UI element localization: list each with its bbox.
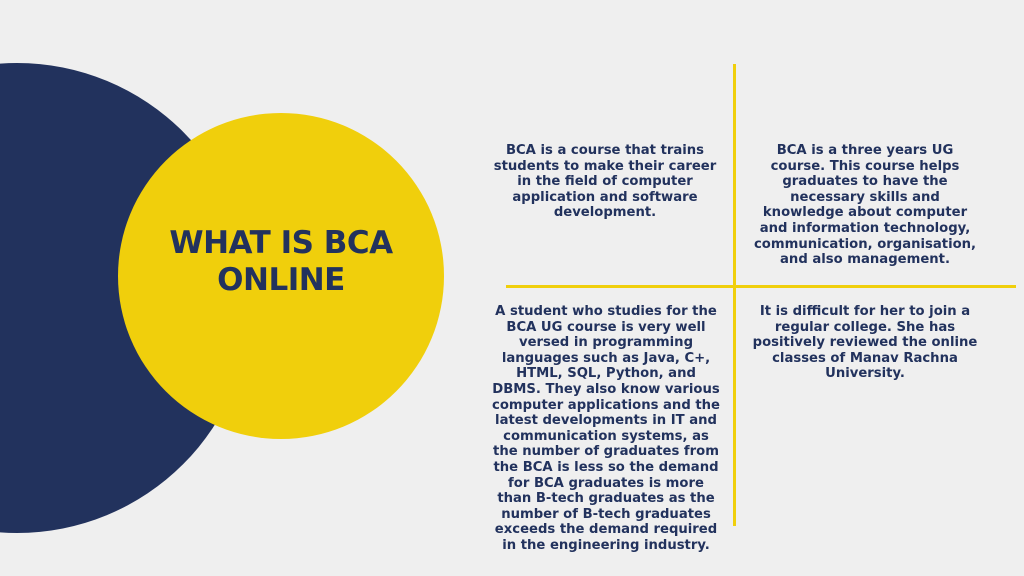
slide-title-line-2: ONLINE — [217, 262, 345, 298]
slide-title-line-1: WHAT IS BCA — [169, 225, 393, 261]
text-block-bottom-right: It is difficult for her to join a regular college. She has positively reviewed the online classes of Manav Rachna University. — [752, 304, 978, 382]
text-block-top-left: BCA is a course that trains students to make their career in the field of computer application and software development. — [493, 143, 717, 221]
vertical-divider — [733, 64, 736, 526]
text-block-bottom-left: A student who studies for the BCA UG course is very well versed in programming languages such as Java, C+, HTML, SQL, Python, and DBMS. They also know various computer applications and the latest developments in IT and communication systems, as the number of graduates from the BCA is less so the demand for BCA graduates is more than B-tech graduates as the number of B-tech graduates exceeds the demand required in the engineering industry. — [492, 304, 720, 553]
text-block-top-right: BCA is a three years UG course. This course helps graduates to have the necessary skills and knowledge about computer and information technology, communication, organisation, and also management. — [753, 143, 977, 268]
slide-title — [118, 225, 444, 299]
horizontal-divider — [506, 285, 1016, 288]
